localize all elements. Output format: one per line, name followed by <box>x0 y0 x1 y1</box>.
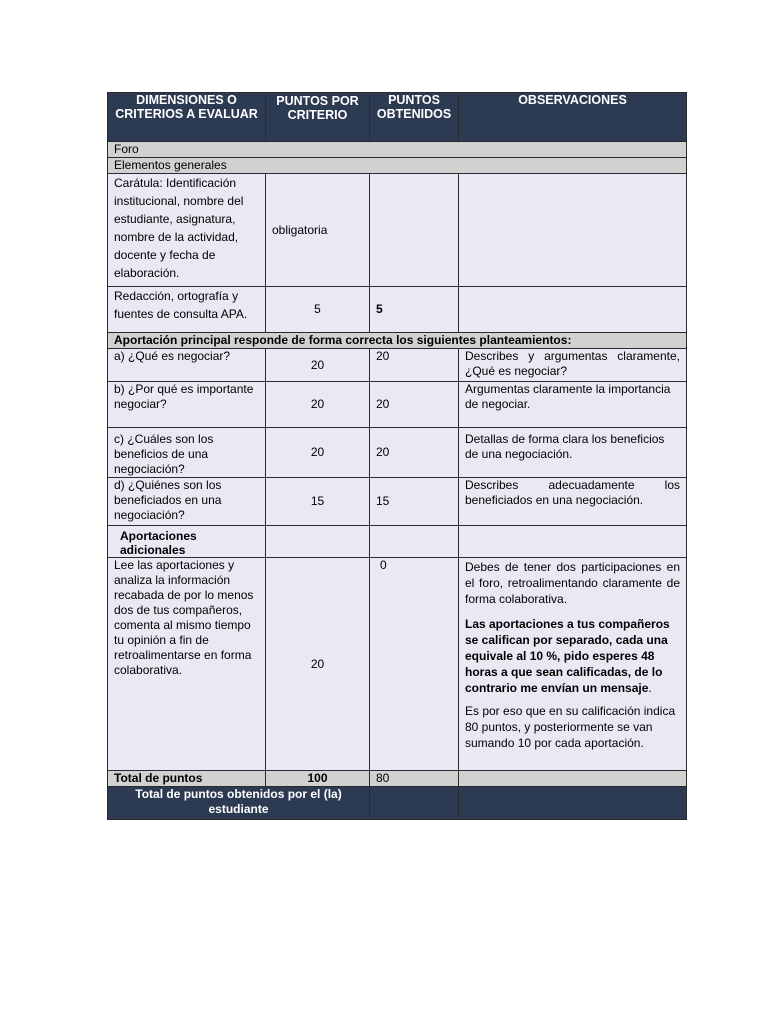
total-label: Total de puntos <box>108 771 266 787</box>
criterion-cell: Redacción, ortografía y fuentes de consulta APA. <box>108 287 266 333</box>
table-row <box>108 287 687 333</box>
section-foro-label: Foro <box>108 142 687 158</box>
observation-cell <box>459 287 687 333</box>
obtained-cell: 20 <box>370 382 459 428</box>
points-cell: 20 <box>266 558 370 771</box>
observation-cell: Argumentas claramente la importancia de negociar. <box>459 382 687 428</box>
table-row <box>108 558 687 771</box>
observation-bold-text: Las aportaciones a tus compañeros se califican por separado, cada una equivale al 10 %, pido esperes 48 horas a que sean calificadas, de lo contrario me envían un mensaje <box>465 617 670 695</box>
observation-cell <box>459 558 687 771</box>
criterion-cell: d) ¿Quiénes son los beneficiados en una negociación? <box>108 478 266 526</box>
observation-cell: Describes adecuadamente los beneficiados en una negociación. <box>459 478 687 526</box>
observation-paragraph-bold <box>465 616 680 696</box>
total-obtained: 80 <box>370 771 459 787</box>
section-main-label: Aportación principal responde de forma correcta los siguientes planteamientos: <box>108 333 687 349</box>
observation-cell: Detallas de forma clara los beneficios de una negociación. <box>459 428 687 478</box>
criterion-cell: a) ¿Qué es negociar? <box>108 349 266 382</box>
section-main-row <box>108 333 687 349</box>
section-general-label: Elementos generales <box>108 158 687 174</box>
points-cell: obligatoria <box>266 174 370 287</box>
obtained-cell: 5 <box>370 287 459 333</box>
table-row <box>108 382 687 428</box>
header-points-per-criterion: PUNTOS POR CRITERIO <box>266 93 370 142</box>
points-cell: 20 <box>266 382 370 428</box>
section-additional-label: Aportaciones adicionales <box>108 526 266 558</box>
header-criteria: DIMENSIONES O CRITERIOS A EVALUAR <box>108 93 266 142</box>
observation-bold-end: . <box>648 681 652 695</box>
points-cell: 5 <box>266 287 370 333</box>
table-row <box>108 174 687 287</box>
total-points: 100 <box>266 771 370 787</box>
points-cell: 15 <box>266 478 370 526</box>
section-additional-row <box>108 526 687 558</box>
points-cell: 20 <box>266 349 370 382</box>
obtained-cell: 15 <box>370 478 459 526</box>
obtained-cell: 0 <box>370 558 459 771</box>
points-cell: 20 <box>266 428 370 478</box>
section-foro-row <box>108 142 687 158</box>
student-total-value <box>370 787 459 820</box>
section-general-row <box>108 158 687 174</box>
criterion-cell: c) ¿Cuáles son los beneficios de una negociación? <box>108 428 266 478</box>
observation-cell: Describes y argumentas claramente, ¿Qué es negociar? <box>459 349 687 382</box>
header-observations: OBSERVACIONES <box>459 93 687 142</box>
table-row <box>108 478 687 526</box>
total-row <box>108 771 687 787</box>
observation-paragraph: Debes de tener dos participaciones en el foro, retroalimentando claramente de forma colaborativa. <box>465 560 680 606</box>
criterion-cell: b) ¿Por qué es importante negociar? <box>108 382 266 428</box>
header-points-obtained: PUNTOS OBTENIDOS <box>370 93 459 142</box>
criterion-cell: Lee las aportaciones y analiza la información recabada de por lo menos dos de tus compañeros, comenta al mismo tiempo tu opinión a fin de retroalimentarse en forma colaborativa. <box>108 558 266 771</box>
evaluation-rubric-table <box>107 92 687 820</box>
observation-cell <box>459 174 687 287</box>
obtained-cell: 20 <box>370 349 459 382</box>
student-total-label: Total de puntos obtenidos por el (la) estudiante <box>108 787 370 820</box>
obtained-cell: 20 <box>370 428 459 478</box>
observation-paragraph: Es por eso que en su calificación indica 80 puntos, y posteriormente se van sumando 10 por cada aportación. <box>465 704 676 750</box>
table-row <box>108 349 687 382</box>
obtained-cell <box>370 174 459 287</box>
criterion-cell: Carátula: Identificación institucional, nombre del estudiante, asignatura, nombre de la actividad, docente y fecha de elaboración. <box>108 174 266 287</box>
header-row <box>108 93 687 142</box>
student-total-row <box>108 787 687 820</box>
table-row <box>108 428 687 478</box>
